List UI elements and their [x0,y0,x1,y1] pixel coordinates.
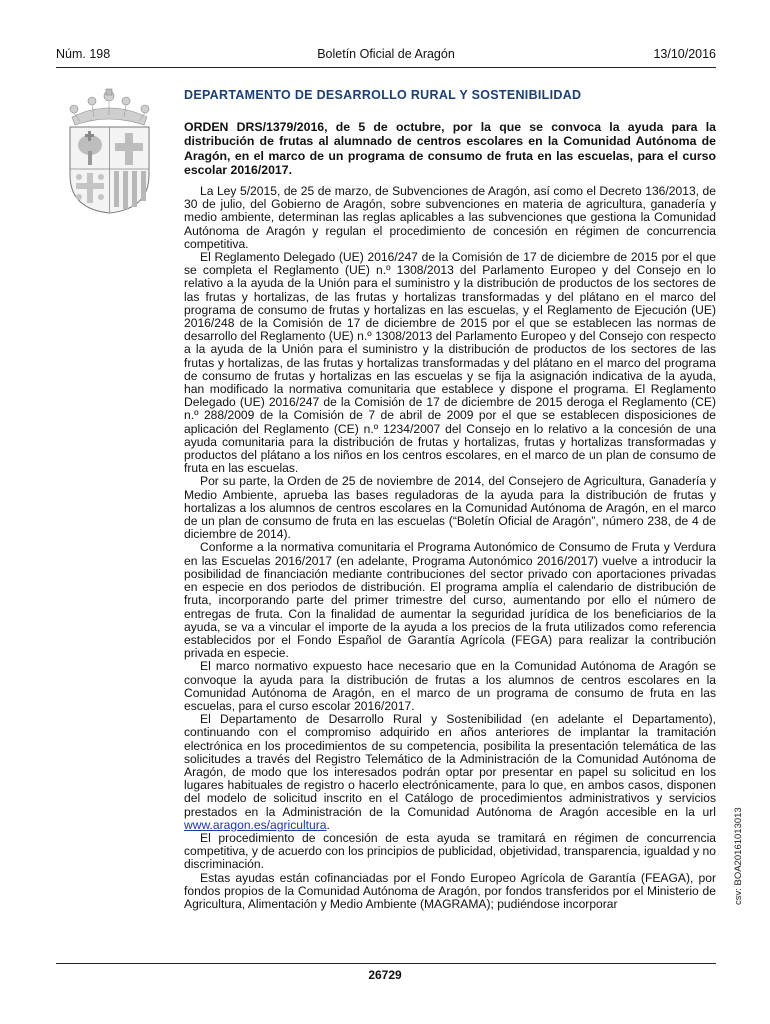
footer-divider [56,963,716,964]
publication-date: 13/10/2016 [653,47,716,61]
page-header [56,47,716,65]
paragraph: El procedimiento de concesión de esta ayuda se tramitará en régimen de concurrencia competitiva, y de acuerdo con los principios de publicidad, objetividad, transparencia, igualdad y no discriminación. [184,830,716,872]
paragraph: La Ley 5/2015, de 25 de marzo, de Subvenciones de Aragón, así como el Decreto 136/2013, de 30 de julio, del Gobierno de Aragón, sobre subvenciones en materia de agricultura, ganadería y medio ambiente, determinan las reglas aplicables a las subvenciones que gestiona la Comunidad Autónoma de Aragón y regulan el procedimiento de concesión en régimen de concurrencia competitiva. [184,184,716,251]
agriculture-link[interactable]: www.aragon.es/agricultura [184,817,327,832]
paragraph: Estas ayudas están cofinanciadas por el Fondo Europeo Agrícola de Garantía (FEAGA), por fondos propios de la Comunidad Autónoma de Aragón, por fondos transferidos por el Ministerio de Agricultura, Alimentación y Medio Ambiente (MAGRAMA); pudiéndose incorporar [184,870,716,911]
paragraph: El Reglamento Delegado (UE) 2016/247 de la Comisión de 17 de diciembre de 2015 por el que se completa el Reglamento (UE) n.º 1308/2013 del Parlamento Europeo y del Consejo en lo relativo a la ayuda de la Unión para el suministro y la distribución de productos de los sectores de las frutas y hortalizas, de las frutas y hortalizas transformadas y del plátano en el marco del programa de consumo de frutas y hortalizas en las escuelas, y el Reglamento de Ejecución (UE) 2016/248 de la Comisión de 17 de diciembre de 2015 por el que se establecen las normas de desarrollo del Reglamento (UE) n.º 1308/2013 del Parlamento Europeo y del Consejo con respecto a la ayuda de la Unión para el suministro y la distribución de productos de los sectores de las frutas y hortalizas, de las frutas y hortalizas transformadas y del plátano en el marco del programa de consumo de frutas y hortalizas en las escuelas y se fija la asignación indicativa de la ayuda, han modificado la normativa comunitaria que establece y dispone el programa. El Reglamento Delegado (UE) 2016/247 de la Comisión de 17 de diciembre de 2015 deroga el Reglamento (CE) n.º 288/2009 de la Comisión de 7 de abril de 2009 por el que se establecen disposiciones de aplicación del Reglamento (CE) n.º 1234/2007 del Consejo en lo relativo a la concesión de una ayuda comunitaria para la distribución de frutas y hortalizas, frutas y hortalizas transformadas y productos del plátano a los niños en los centros escolares, en el marco de un plan de consumo de fruta en las escuelas. [184,250,716,476]
issue-number: Núm. 198 [56,47,111,61]
department-heading: DEPARTAMENTO DE DESARROLLO RURAL Y SOSTENIBILIDAD [184,88,582,102]
paragraph: Por su parte, la Orden de 25 de noviembre de 2014, del Consejero de Agricultura, Ganadería y Medio Ambiente, aprueba las bases reguladoras de la ayuda para la distribución de frutas y hortalizas a los alumnos de centros escolares en la Comunidad Autónoma de Aragón, en el marco de un plan de consumo de fruta en las escuelas (“Boletín Oficial de Aragón”, número 238, de 4 de diciembre de 2014). [184,474,716,542]
csv-code: csv: BOA20161013013 [733,807,744,905]
paragraph: El marco normativo expuesto hace necesario que en la Comunidad Autónoma de Aragón se convoque la ayuda para la distribución de frutas a los alumnos de centros escolares en la Comunidad Autónoma de Aragón, en el marco de un programa de consumo de fruta en las escuelas, para el curso escolar 2016/2017. [184,659,716,713]
paragraph-with-link [184,713,716,832]
coat-of-arms-icon [62,87,157,215]
paragraph-text: . [326,817,330,832]
document-body [184,185,716,911]
paragraph: Conforme a la normativa comunitaria el Programa Autonómico de Consumo de Fruta y Verdura en las Escuelas 2016/2017 (en adelante, Programa Autonómico 2016/2017) vuelve a introducir la posibilidad de financiación mediante contribuciones del sector privado con aportaciones privadas en especie en dos periodos de distribución. El programa amplía el calendario de distribución de fruta, incorporando parte del primer trimestre del curso, aumentando por ello el número de entregas de fruta. Con la finalidad de aumentar la seguridad jurídica de los beneficiarios de la ayuda, se va a vincular el importe de la ayuda a los precios de la fruta utilizados como referencia establecidos por el Fondo Español de Garantía Agrícola (FEGA) para realizar la contribución privada en especie. [184,540,716,661]
header-divider [56,67,716,68]
page-number: 26729 [368,968,402,982]
bulletin-title: Boletín Oficial de Aragón [317,47,455,61]
order-title: ORDEN DRS/1379/2016, de 5 de octubre, por la que se convoca la ayuda para la distribución de frutas al alumnado de centros escolares en la Comunidad Autónoma de Aragón, en el marco de un programa de consumo de fruta en las escuelas, para el curso escolar 2016/2017. [184,120,716,177]
paragraph-text: El Departamento de Desarrollo Rural y Sostenibilidad (en adelante el Departamento), continuando con el compromiso adquirido en años anteriores de implantar la tramitación electrónica en los procedimientos de su competencia, posibilita la presentación telemática de las solicitudes a través del Registro Telemático de la Administración de la Comunidad Autónoma de Aragón, de modo que los interesados podrán optar por presentar en papel su solicitud en los lugares habituales de registro o hacerlo electrónicamente, para lo que, en ambos casos, disponen del modelo de solicitud inscrito en el Catálogo de procedimientos administrativos y servicios prestados en la Administración de la Comunidad Autónoma de Aragón accesible en la url [184,712,716,819]
